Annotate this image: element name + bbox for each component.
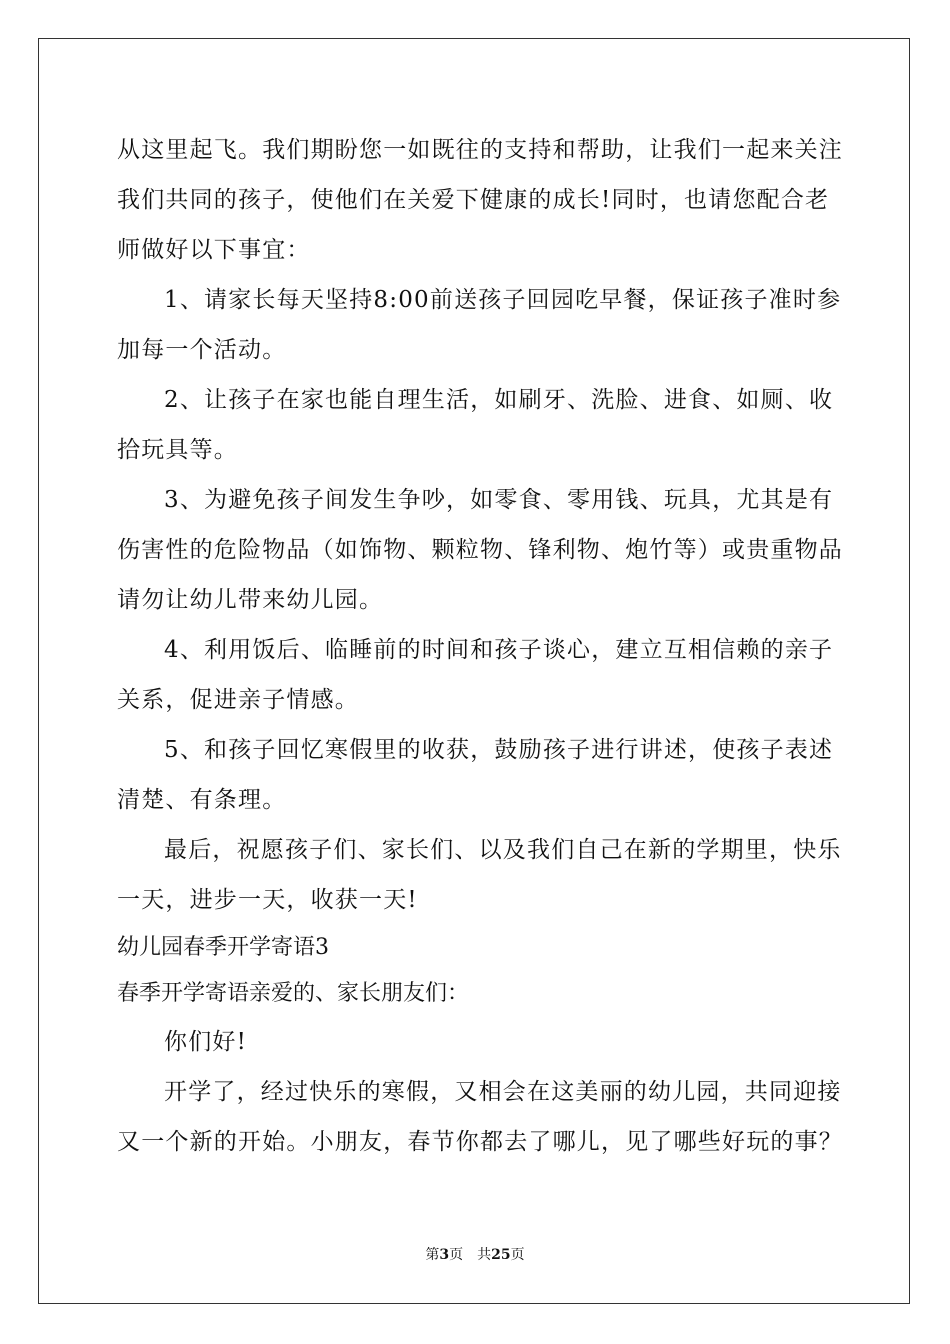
list-item-1: 1、请家长每天坚持8:00前送孩子回园吃早餐，保证孩子准时参 [164, 287, 842, 313]
body-paragraph: 开学了，经过快乐的寒假，又相会在这美丽的幼儿园，共同迎接 [164, 1079, 842, 1105]
closing-paragraph-cont: 一天，进步一天，收获一天! [117, 887, 418, 913]
paragraph-line: 师做好以下事宜： [117, 237, 311, 263]
list-item-1-cont: 加每一个活动。 [117, 337, 287, 363]
body-paragraph-cont: 又一个新的开始。小朋友，春节你都去了哪儿，见了哪些好玩的事？ [117, 1129, 843, 1155]
list-item-3-cont: 伤害性的危险物品（如饰物、颗粒物、锋利物、炮竹等）或贵重物品 [117, 537, 843, 563]
list-item-5-cont: 清楚、有条理。 [117, 787, 287, 813]
list-item-3: 3、为避免孩子间发生争吵，如零食、零用钱、玩具，尤其是有 [164, 487, 834, 513]
list-item-4-cont: 关系，促进亲子情感。 [117, 687, 359, 713]
list-item-4: 4、利用饭后、临睡前的时间和孩子谈心，建立互相信赖的亲子 [164, 637, 834, 663]
greeting: 你们好! [164, 1029, 248, 1055]
list-item-2: 2、让孩子在家也能自理生活，如刷牙、洗脸、进食、如厕、收 [164, 387, 834, 413]
paragraph-line: 我们共同的孩子，使他们在关爱下健康的成长!同时，也请您配合老 [117, 187, 830, 213]
footer-mid: 页 共 [449, 1247, 492, 1263]
list-item-3-cont: 请勿让幼儿带来幼儿园。 [117, 587, 384, 613]
paragraph-line: 从这里起飞。我们期盼您一如既往的支持和帮助，让我们一起来关注 [117, 137, 843, 163]
list-item-2-cont: 拾玩具等。 [117, 437, 238, 463]
list-item-5: 5、和孩子回忆寒假里的收获，鼓励孩子进行讲述，使孩子表述 [164, 737, 834, 763]
page-footer [0, 1244, 950, 1264]
salutation: 春季开学寄语亲爱的、家长朋友们： [117, 981, 470, 1006]
total-page-count: 25 [491, 1247, 511, 1263]
document-body [117, 125, 843, 1167]
footer-prefix: 第 [425, 1247, 440, 1263]
closing-paragraph: 最后，祝愿孩子们、家长们、以及我们自己在新的学期里，快乐 [164, 837, 842, 863]
section-heading: 幼儿园春季开学寄语3 [117, 935, 329, 960]
footer-suffix: 页 [510, 1247, 525, 1263]
current-page-number: 3 [439, 1247, 450, 1263]
